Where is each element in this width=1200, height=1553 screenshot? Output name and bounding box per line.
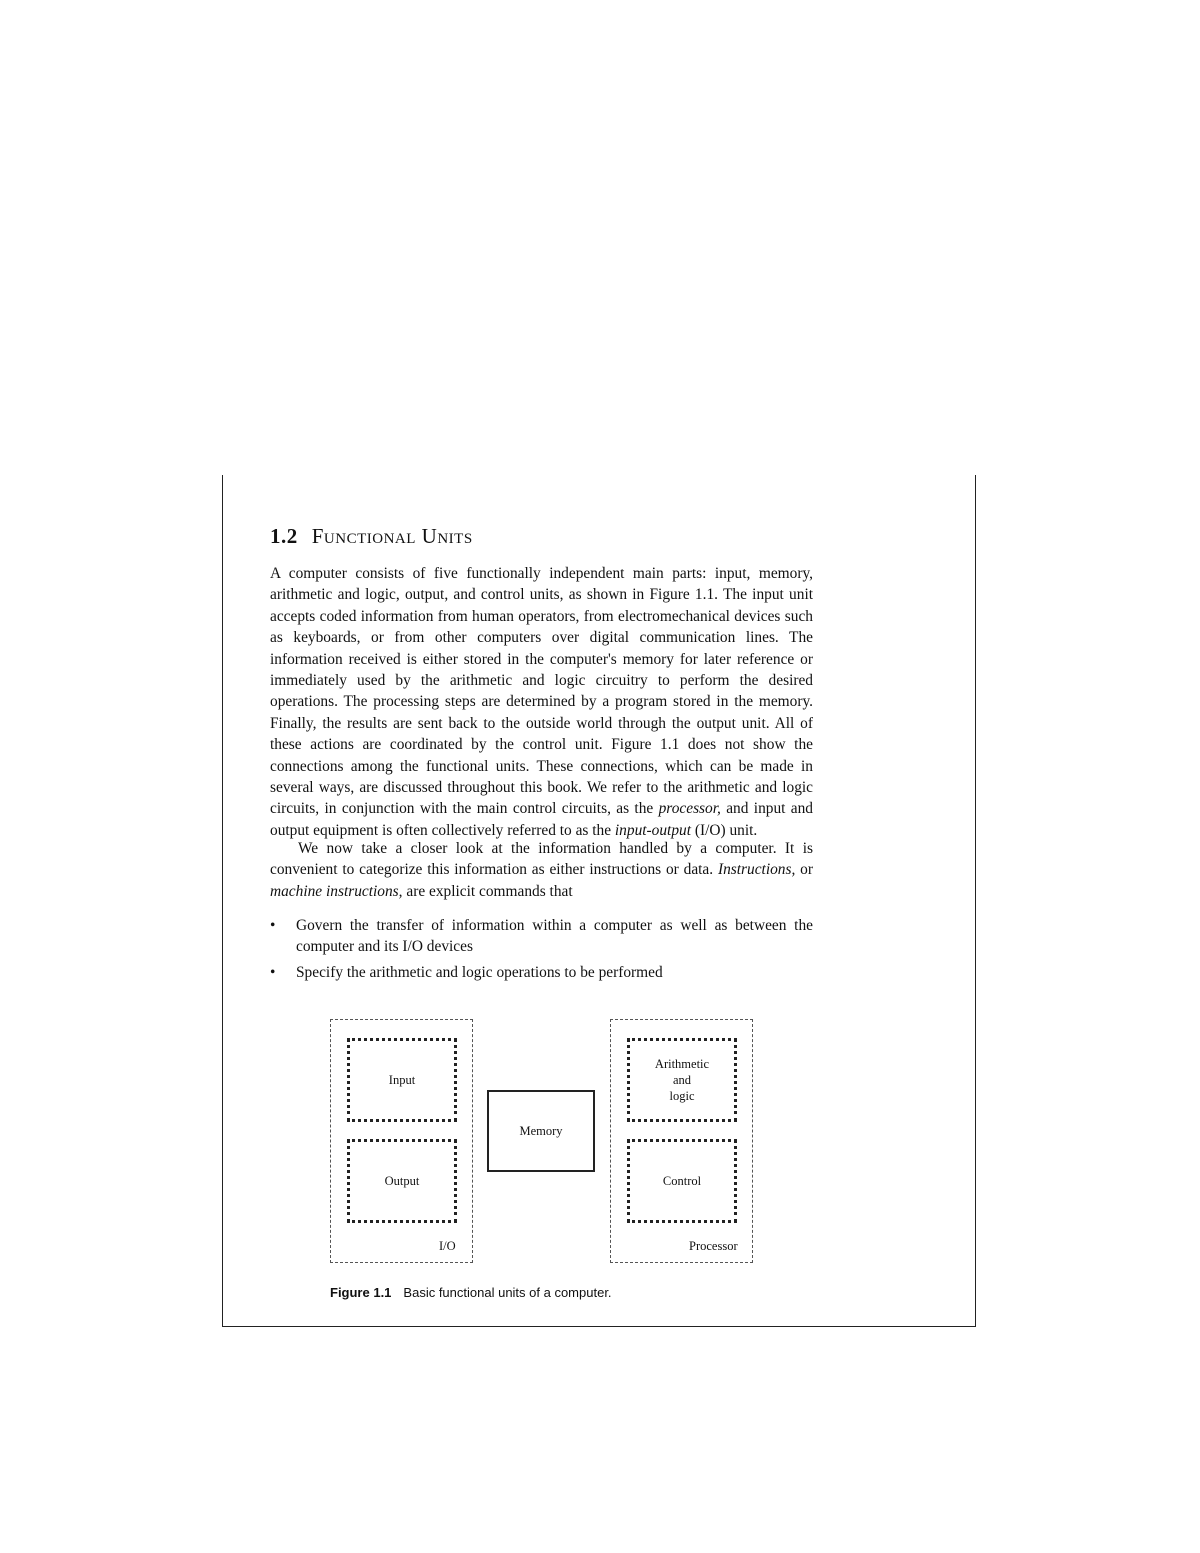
figure-caption-text: Basic functional units of a computer. — [403, 1285, 612, 1300]
input-unit-label: Input — [388, 1073, 416, 1087]
bullet-icon: • — [270, 964, 276, 981]
arithmetic-logic-unit-box — [627, 1038, 737, 1122]
arithmetic-logic-unit-label: Arithmetic and logic — [654, 1057, 710, 1103]
term-instructions: Instructions, — [717, 861, 796, 879]
processor-group-label: Processor — [689, 1239, 738, 1253]
term-processor: processor, — [658, 800, 721, 818]
figure-caption — [330, 1285, 612, 1300]
bullet-icon: • — [270, 917, 276, 934]
section-number: 1.2 — [270, 524, 298, 548]
io-group-label: I/O — [439, 1239, 456, 1253]
bullet-text: Specify the arithmetic and logic operations to be performed — [296, 964, 663, 981]
memory-unit-label: Memory — [519, 1124, 563, 1138]
control-unit-box — [627, 1139, 737, 1223]
section-title: Functional Units — [311, 524, 473, 548]
input-unit-box — [347, 1038, 457, 1122]
body-paragraph — [270, 563, 813, 841]
paragraph-text: and input and output equipment is often collectively referred to as the — [270, 800, 814, 839]
body-paragraph — [270, 838, 813, 902]
paragraph-text: or — [795, 861, 813, 879]
bullet-list-item — [270, 962, 813, 983]
output-unit-box — [347, 1139, 457, 1223]
term-machine-instructions: machine instructions, — [270, 882, 403, 900]
paragraph-text: We now take a closer look at the information handled by a computer. It is convenient to categorize this information as either instructions or data. — [270, 840, 813, 879]
paragraph-text: are explicit commands that — [402, 882, 573, 900]
section-heading — [270, 524, 473, 549]
term-input-output: input-output — [614, 821, 692, 839]
paragraph-text: A computer consists of five functionally independent main parts: input, memory, arithmetic and logic, output, and control units, as shown in Figure 1.1. The input unit accepts coded information from human operators, from electromechanical devices such as keyboards, or from other computers over digital communication lines. The information received is either stored in the computer's memory for later reference or immediately used by the arithmetic and logic circuitry to perform the desired operations. The processing steps are determined by a program stored in the memory. Finally, the results are sent back to the outside world through the output unit. All of these actions are coordinated by the control unit. Figure 1.1 does not show the connections among the functional units. These connections, which can be made in several ways, are discussed throughout this book. We refer to the arithmetic and logic circuits, in conjunction with the main control circuits, as the — [270, 565, 813, 818]
control-unit-label: Control — [662, 1174, 702, 1188]
bullet-list-item — [270, 915, 813, 958]
paragraph-text: (I/O) unit. — [691, 821, 758, 839]
output-unit-label: Output — [384, 1174, 420, 1188]
bullet-text: Govern the transfer of information within a computer as well as between the computer and its I/O devices — [296, 917, 813, 956]
figure-number: Figure 1.1 — [330, 1285, 392, 1300]
memory-unit-box — [487, 1090, 595, 1172]
